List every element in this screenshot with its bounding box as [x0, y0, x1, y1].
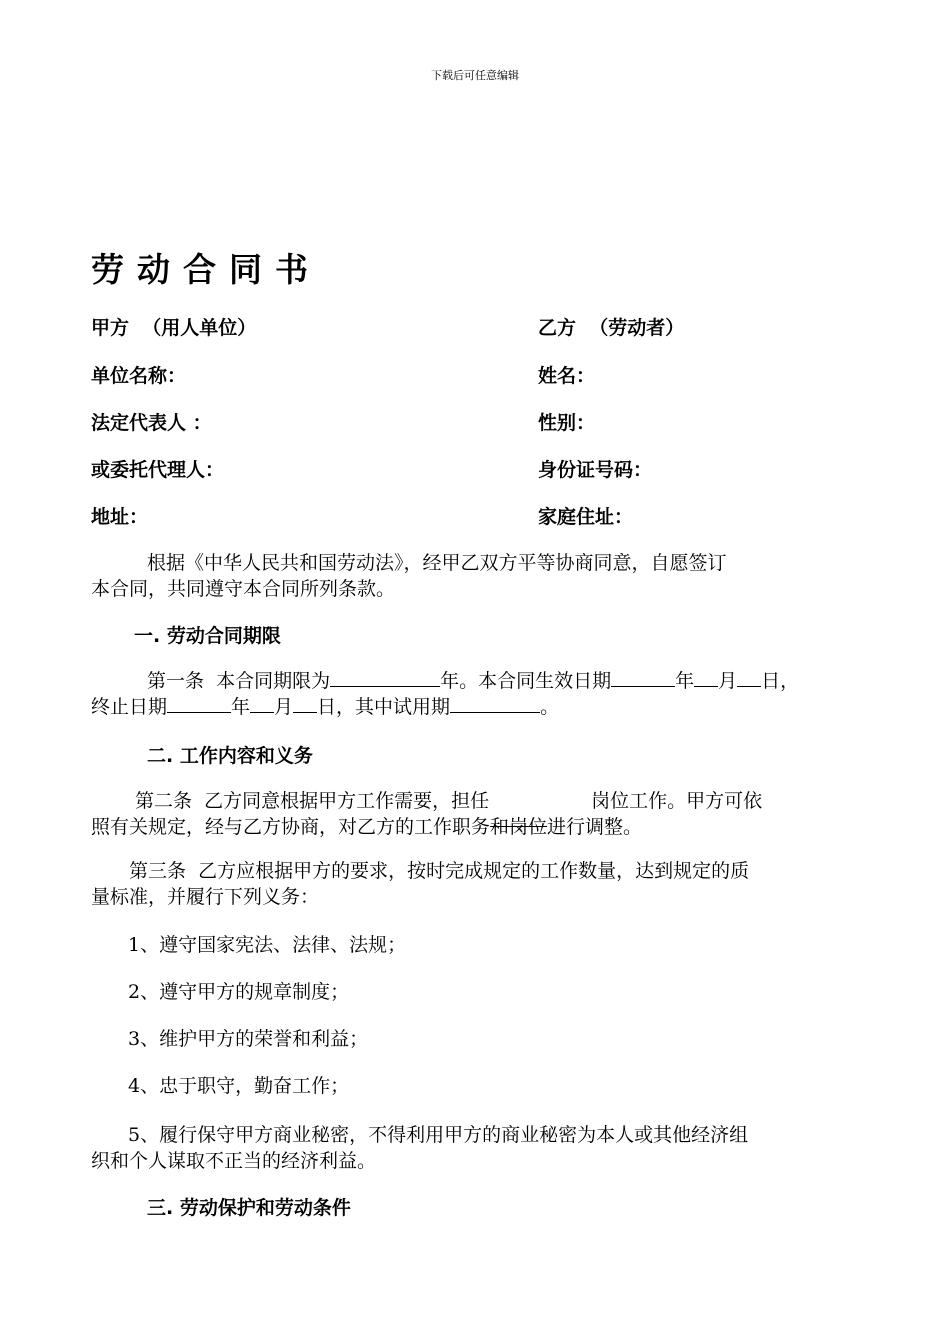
- article-1-text: 日，其中试用期: [317, 696, 451, 718]
- article-3-line-1: 第三条 乙方应根据甲方的要求，按时完成规定的工作数量，达到规定的质: [129, 860, 750, 882]
- intro-line-2: 本合同，共同遵守本合同所列条款。: [91, 578, 396, 600]
- party-a-label: 甲方 （用人单位）: [91, 317, 257, 339]
- party-row: [0, 502, 950, 530]
- probation-blank: [450, 694, 540, 713]
- party-row: [0, 361, 950, 389]
- contract-term-blank: [330, 668, 440, 687]
- article-1-line-1: [91, 668, 861, 694]
- article-2-text: 进行调整。: [547, 816, 643, 838]
- intro-line-1: 根据《中华人民共和国劳动法》，经甲乙双方平等协商同意，自愿签订: [147, 552, 727, 574]
- article-1-text: 年。本合同生效日期: [440, 670, 612, 692]
- effective-year-blank: [611, 668, 675, 687]
- header-note: 下载后可任意编辑: [431, 69, 519, 82]
- article-1-text: 月: [274, 696, 294, 718]
- party-row: [0, 408, 950, 436]
- section-heading-1: 一. 劳动合同期限: [134, 625, 281, 647]
- effective-month-blank: [694, 668, 718, 687]
- gender-field: 性别：: [538, 412, 596, 434]
- section-heading-3: 三. 劳动保护和劳动条件: [147, 1197, 351, 1219]
- authorized-agent-field: 或委托代理人：: [91, 459, 225, 481]
- article-1-text: 年: [675, 670, 695, 692]
- article-1-text: 年: [231, 696, 251, 718]
- duty-item: 1、遵守国家宪法、法律、法规；: [128, 934, 407, 956]
- legal-representative-field: 法定代表人 ：: [91, 412, 212, 434]
- effective-day-blank: [737, 668, 761, 687]
- party-row: [0, 455, 950, 483]
- section-heading-2: 二. 工作内容和义务: [147, 745, 313, 767]
- article-2-line-1: [91, 788, 861, 814]
- article-1-text: 终止日期: [91, 696, 168, 718]
- end-day-blank: [293, 694, 317, 713]
- party-row: [0, 313, 950, 341]
- article-3: [91, 858, 861, 910]
- article-2-text: 岗位工作。甲方可依: [591, 790, 763, 812]
- article-3-line-2: 量标准，并履行下列义务：: [91, 886, 320, 908]
- duty-5-line-1: 5、履行保守甲方商业秘密，不得利用甲方的商业秘密为本人或其他经济组: [128, 1124, 749, 1146]
- article-2-line-2: [91, 814, 861, 840]
- duty-item: 2、遵守甲方的规章制度；: [128, 981, 350, 1003]
- article-1-line-2: [91, 694, 861, 720]
- home-address-field: 家庭住址：: [538, 506, 634, 528]
- company-name-field: 单位名称：: [91, 365, 187, 387]
- intro-paragraph: [91, 550, 861, 602]
- end-month-blank: [250, 694, 274, 713]
- party-b-label: 乙方 （劳动者）: [538, 317, 685, 339]
- end-year-blank: [167, 694, 231, 713]
- duty-item: 3、维护甲方的荣誉和利益；: [128, 1028, 369, 1050]
- article-2: [91, 788, 861, 840]
- article-2-text: 照有关规定，经与乙方协商，对乙方的工作职务: [91, 816, 491, 838]
- article-1-text: 月: [718, 670, 738, 692]
- struck-text: 和岗位: [490, 816, 548, 838]
- duty-item: 4、忠于职守，勤奋工作；: [128, 1075, 350, 1097]
- address-field: 地址：: [91, 506, 149, 528]
- article-1-text: 第一条 本合同期限为: [147, 670, 331, 692]
- article-2-text: 第二条 乙方同意根据甲方工作需要，担任: [135, 790, 490, 812]
- article-1-text: 日，: [761, 670, 800, 692]
- employee-name-field: 姓名：: [538, 365, 596, 387]
- id-number-field: 身份证号码：: [538, 459, 653, 481]
- duty-5-line-2: 织和个人谋取不正当的经济利益。: [91, 1150, 377, 1172]
- duty-item-5: [91, 1122, 861, 1174]
- article-1: [91, 668, 861, 720]
- document-title: 劳动合同书: [91, 250, 321, 289]
- article-1-text: 。: [540, 696, 560, 718]
